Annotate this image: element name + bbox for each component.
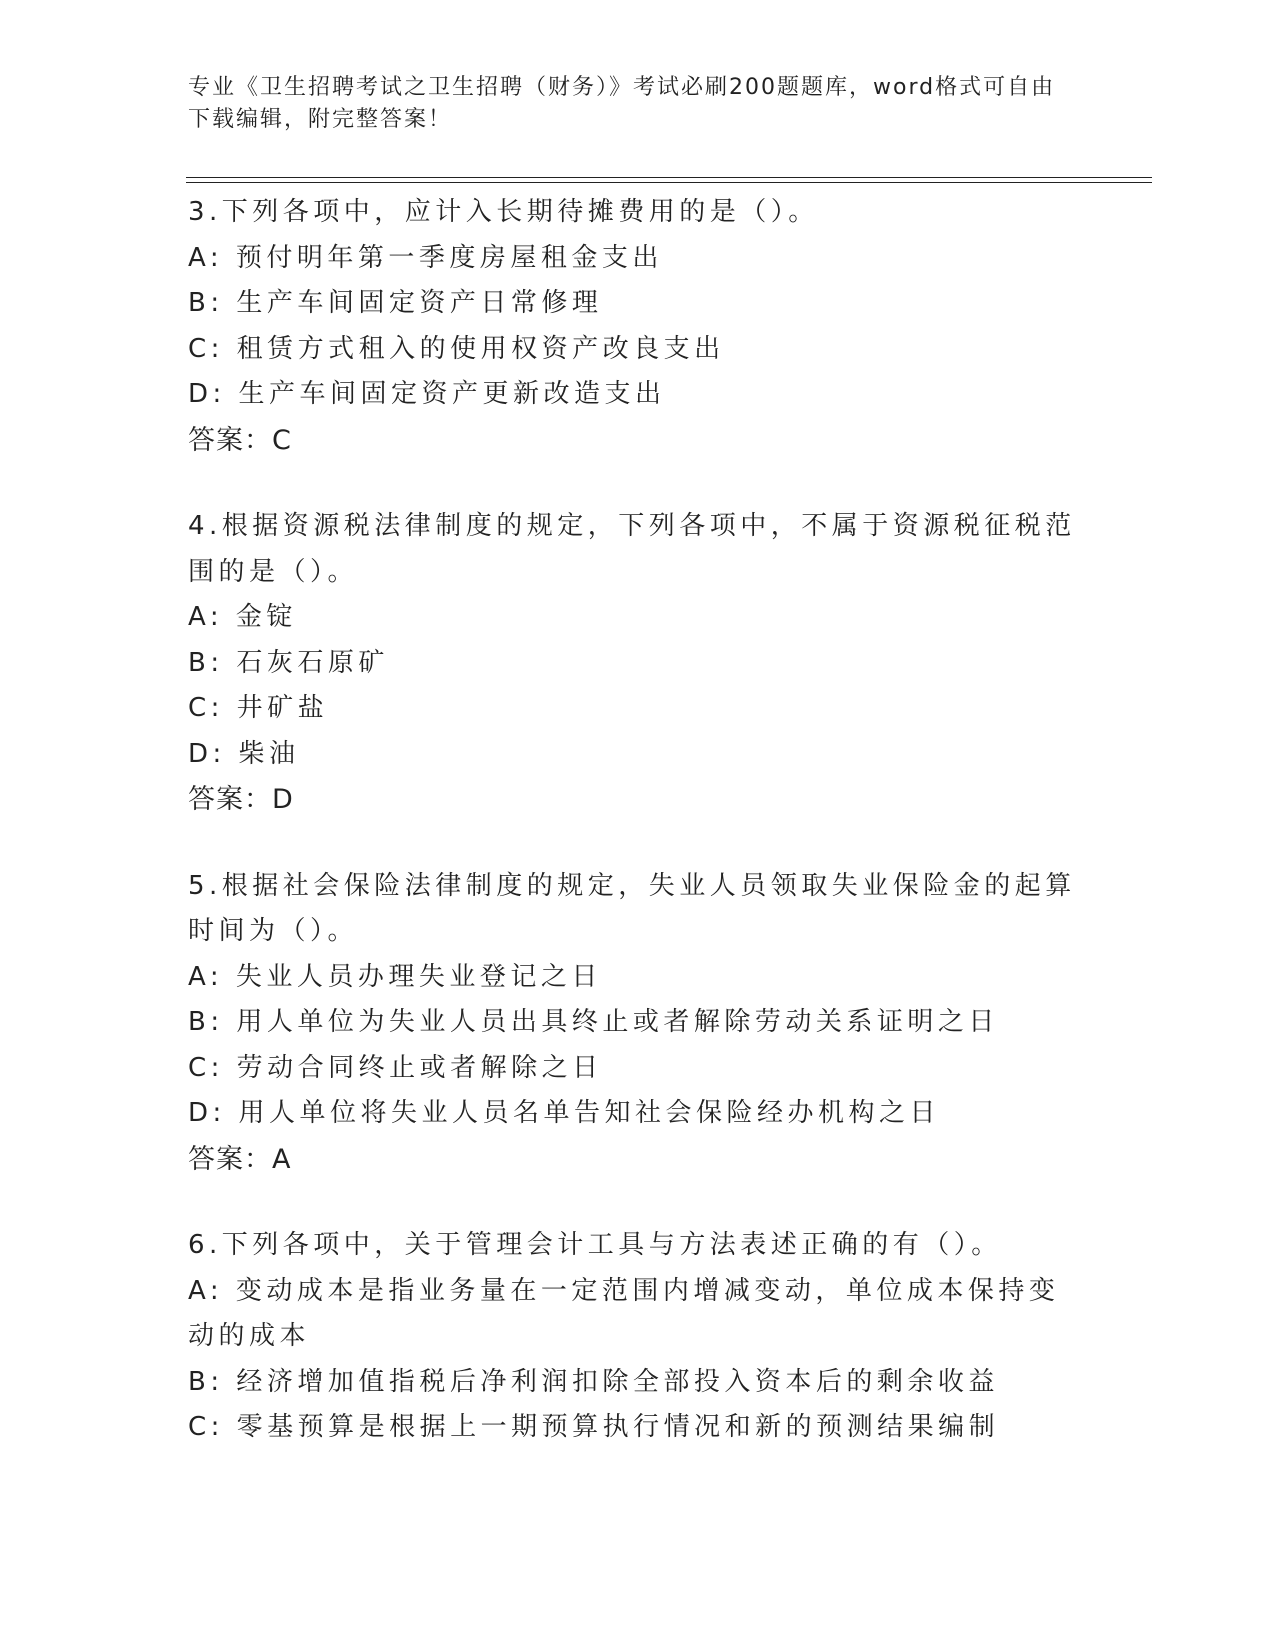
option-a: A: 失业人员办理失业登记之日	[188, 961, 602, 992]
question-stem: 5.根据社会保险法律制度的规定，失业人员领取失业保险金的起算时间为（）。	[188, 870, 1076, 946]
option-b: B: 用人单位为失业人员出具终止或者解除劳动关系证明之日	[188, 1007, 999, 1037]
question-stem: 3.下列各项中，应计入长期待摊费用的是（）。	[188, 197, 819, 227]
option-c: C: 租赁方式租入的使用权资产改良支出	[188, 333, 725, 364]
option-a: A: 变动成本是指业务量在一定范围内增减变动，单位成本保持变动的成本	[188, 1275, 1060, 1351]
document-header: 专业《卫生招聘考试之卫生招聘（财务）》考试必刷200题题库，word格式可自由下载编辑，附完整答案！	[188, 75, 1056, 132]
question-4	[188, 504, 1088, 823]
header-rule-top	[186, 177, 1152, 178]
answer-label: 答案：D	[188, 784, 294, 815]
option-d: D: 用人单位将失业人员名单告知社会保险经办机构之日	[188, 1098, 941, 1128]
option-b: B: 经济增加值指税后净利润扣除全部投入资本后的剩余收益	[188, 1366, 999, 1397]
option-a: A: 金锭	[188, 602, 297, 632]
question-list	[188, 190, 1088, 1492]
question-5	[188, 864, 1088, 1183]
question-stem: 4.根据资源税法律制度的规定，下列各项中，不属于资源税征税范围的是（）。	[188, 511, 1076, 587]
option-c: C: 零基预算是根据上一期预算执行情况和新的预测结果编制	[188, 1412, 1000, 1442]
option-c: C: 劳动合同终止或者解除之日	[188, 1052, 603, 1083]
question-3	[188, 190, 1088, 463]
question-stem: 6.下列各项中，关于管理会计工具与方法表述正确的有（）。	[188, 1230, 1002, 1260]
option-c: C: 井矿盐	[188, 693, 329, 723]
option-b: B: 生产车间固定资产日常修理	[188, 288, 603, 318]
option-a: A: 预付明年第一季度房屋租金支出	[188, 242, 663, 273]
answer-label: 答案：C	[188, 424, 292, 456]
answer-label: 答案：A	[188, 1143, 292, 1175]
option-b: B: 石灰石原矿	[188, 647, 389, 678]
option-d: D: 生产车间固定资产更新改造支出	[188, 379, 666, 409]
question-6	[188, 1223, 1088, 1451]
option-d: D: 柴油	[188, 738, 300, 769]
header-rule-bottom	[186, 182, 1152, 183]
